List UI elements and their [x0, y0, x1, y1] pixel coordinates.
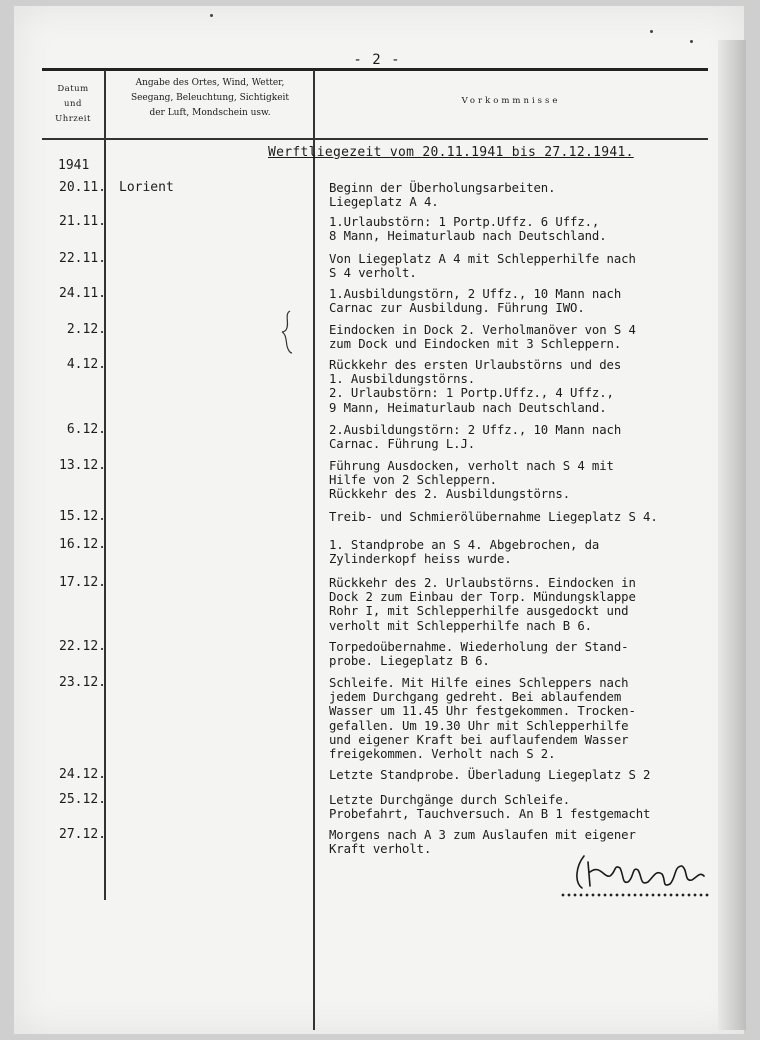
header-place-line: Angabe des Ortes, Wind, Wetter,: [135, 78, 285, 88]
signature-dotted-line: [560, 893, 710, 897]
section-title: Werftliegezeit vom 20.11.1941 bis 27.12.1941.: [268, 145, 634, 160]
scan-speck: [650, 30, 653, 33]
entry-date: 24.12.: [59, 767, 106, 782]
entry-date: 2.12.: [66, 322, 106, 337]
entry-text: Torpedoübernahme. Wiederholung der Stand- probe. Liegeplatz B 6.: [329, 640, 629, 669]
entry-date: 15.12.: [59, 509, 106, 524]
entry-text: Letzte Standprobe. Überladung Liegeplatz S 2: [329, 768, 651, 782]
entry-text: Rückkehr des ersten Urlaubstörns und des 1. Ausbildungstörns. 2. Urlaubstörn: 1 Portp.Uffz., 4 Uffz., 9 Mann, Heimaturlaub nach Deutschland.: [329, 358, 622, 415]
entry-date: 21.11.: [59, 214, 106, 229]
entry-date: 22.12.: [59, 639, 106, 654]
entry-date: 22.11.: [59, 251, 106, 266]
header-date-line: Uhrzeit: [55, 114, 91, 124]
entry-date: 17.12.: [59, 575, 106, 590]
scan-speck: [690, 40, 693, 43]
entry-text: 1.Urlaubstörn: 1 Portp.Uffz. 6 Uffz., 8 Mann, Heimaturlaub nach Deutschland.: [329, 215, 607, 244]
entry-text: 1. Standprobe an S 4. Abgebrochen, da Zylinderkopf heiss wurde.: [329, 538, 600, 567]
handwritten-brace-mark: [280, 310, 296, 354]
entry-text: Treib- und Schmierölübernahme Liegeplatz S 4.: [329, 510, 658, 524]
entry-date: 13.12.: [59, 458, 106, 473]
header-date-line: und: [64, 99, 82, 109]
entry-date: 20.11.: [59, 180, 106, 195]
header-events-column: Vorkommnisse: [461, 96, 561, 106]
entry-text: Von Liegeplatz A 4 mit Schlepperhilfe nach S 4 verholt.: [329, 252, 636, 281]
header-place-line: Seegang, Beleuchtung, Sichtigkeit: [130, 93, 290, 103]
year-label: 1941: [58, 158, 90, 173]
header-place-line: der Luft, Mondschein usw.: [149, 108, 271, 118]
scan-speck: [210, 14, 213, 17]
entry-text: Führung Ausdocken, verholt nach S 4 mit Hilfe von 2 Schleppern. Rückkehr des 2. Ausbildungstörns.: [329, 459, 614, 502]
entry-text: 1.Ausbildungstörn, 2 Uffz., 10 Mann nach Carnac zur Ausbildung. Führung IWO.: [329, 287, 622, 316]
entry-date: 6.12.: [66, 422, 106, 437]
entry-date: 23.12.: [59, 675, 106, 690]
entry-text: 2.Ausbildungstörn: 2 Uffz., 10 Mann nach Carnac. Führung L.J.: [329, 423, 622, 452]
entry-text: Rückkehr des 2. Urlaubstörns. Eindocken in Dock 2 zum Einbau der Torp. Mündungsklappe Rohr I, mit Schlepperhilfe ausgedockt und verholt mit Schlepperhilfe nach B 6.: [329, 576, 636, 633]
entry-date: 16.12.: [59, 537, 106, 552]
entry-text: Eindocken in Dock 2. Verholmanöver von S 4 zum Dock und Eindocken mit 3 Schleppern.: [329, 323, 636, 352]
entry-date: 24.11.: [59, 286, 106, 301]
page-number: - 2 -: [353, 52, 401, 68]
entry-date: 4.12.: [66, 357, 106, 372]
header-date-line: Datum: [57, 84, 89, 94]
entry-text: Letzte Durchgänge durch Schleife. Probefahrt, Tauchversuch. An B 1 festgemacht: [329, 793, 651, 822]
entry-place: Lorient: [119, 180, 174, 195]
entry-text: Schleife. Mit Hilfe eines Schleppers nach jedem Durchgang gedreht. Bei ablaufendem Wasser um 11.45 Uhr festgekommen. Trocken- gefallen. Um 19.30 Uhr mit Schlepperhilfe und eigener Kraft bei auflaufendem Wasser freigekommen. Verholt nach S 2.: [329, 676, 636, 762]
entry-date: 27.12.: [59, 827, 106, 842]
entry-text: Beginn der Überholungsarbeiten. Liegeplatz A 4.: [329, 181, 556, 210]
entry-text: Morgens nach A 3 zum Auslaufen mit eigener Kraft verholt.: [329, 828, 636, 857]
entry-date: 25.12.: [59, 792, 106, 807]
